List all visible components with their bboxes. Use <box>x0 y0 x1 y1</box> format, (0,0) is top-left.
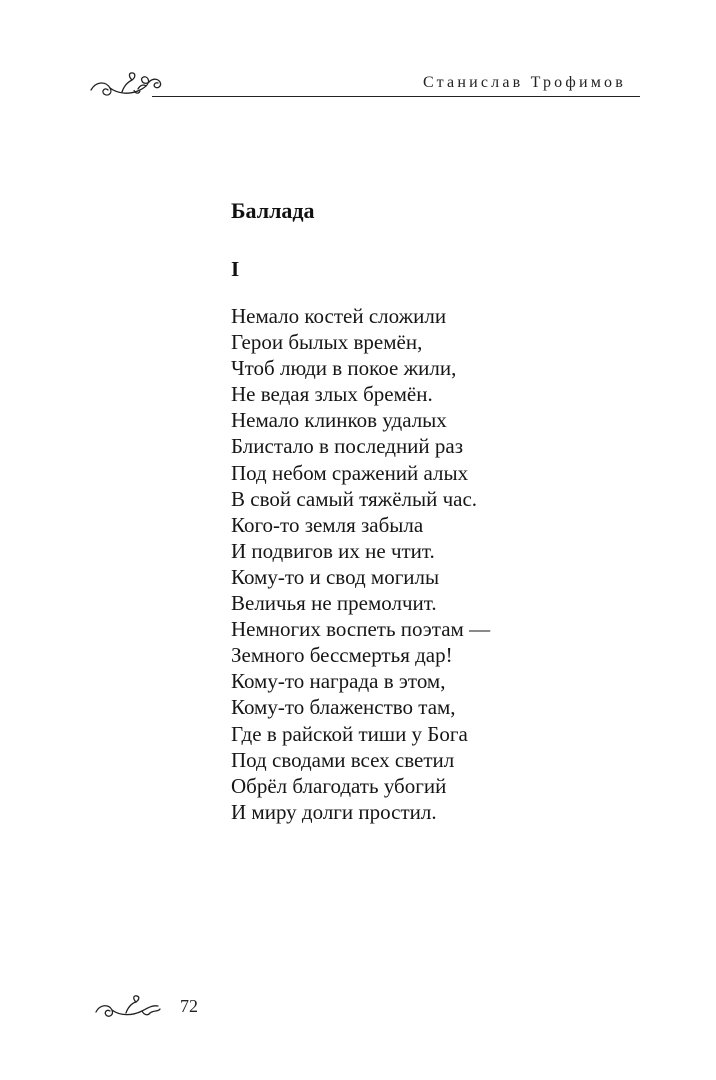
poem-stanza <box>231 303 490 825</box>
header-rule <box>152 96 640 97</box>
verse-line: Чтоб люди в покое жили, <box>231 356 457 381</box>
verse-line: Герои былых времён, <box>231 330 423 355</box>
verse-line: Немногих воспеть поэтам — <box>231 617 491 642</box>
verse-line: Где в райской тиши у Бога <box>231 721 468 746</box>
verse-line: Блистало в последний раз <box>231 434 464 459</box>
verse-line: В свой самый тяжёлый час. <box>231 486 478 511</box>
page-footer <box>92 992 232 1026</box>
author-name: Станислав Трофимов <box>423 74 626 91</box>
verse-line: Кого-то земля забыла <box>231 512 424 537</box>
poem-title: Баллада <box>231 198 315 223</box>
running-header <box>88 60 640 102</box>
verse-line: Обрёл благодать убогий <box>231 773 447 798</box>
verse-line: Величья не премолчит. <box>231 591 437 616</box>
verse-line: Кому-то и свод могилы <box>231 564 440 589</box>
verse-line: Под сводами всех светил <box>231 747 455 772</box>
verse-line: Немало клинков удалых <box>231 408 447 433</box>
verse-line: Кому-то блаженство там, <box>231 695 456 720</box>
verse-line: Под небом сражений алых <box>231 460 469 485</box>
verse-line: Не ведая злых бремён. <box>231 382 433 407</box>
verse-line: Земного бессмертья дар! <box>231 643 453 668</box>
verse-line: Немало костей сложили <box>231 304 447 328</box>
verse-line: И миру долги простил. <box>231 799 437 824</box>
section-numeral: I <box>231 257 240 281</box>
verse-line: И подвигов их не чтит. <box>231 538 435 563</box>
page-number: 72 <box>180 996 198 1016</box>
floral-swirl-icon <box>92 994 164 1022</box>
verse-line: Кому-то награда в этом, <box>231 669 446 694</box>
